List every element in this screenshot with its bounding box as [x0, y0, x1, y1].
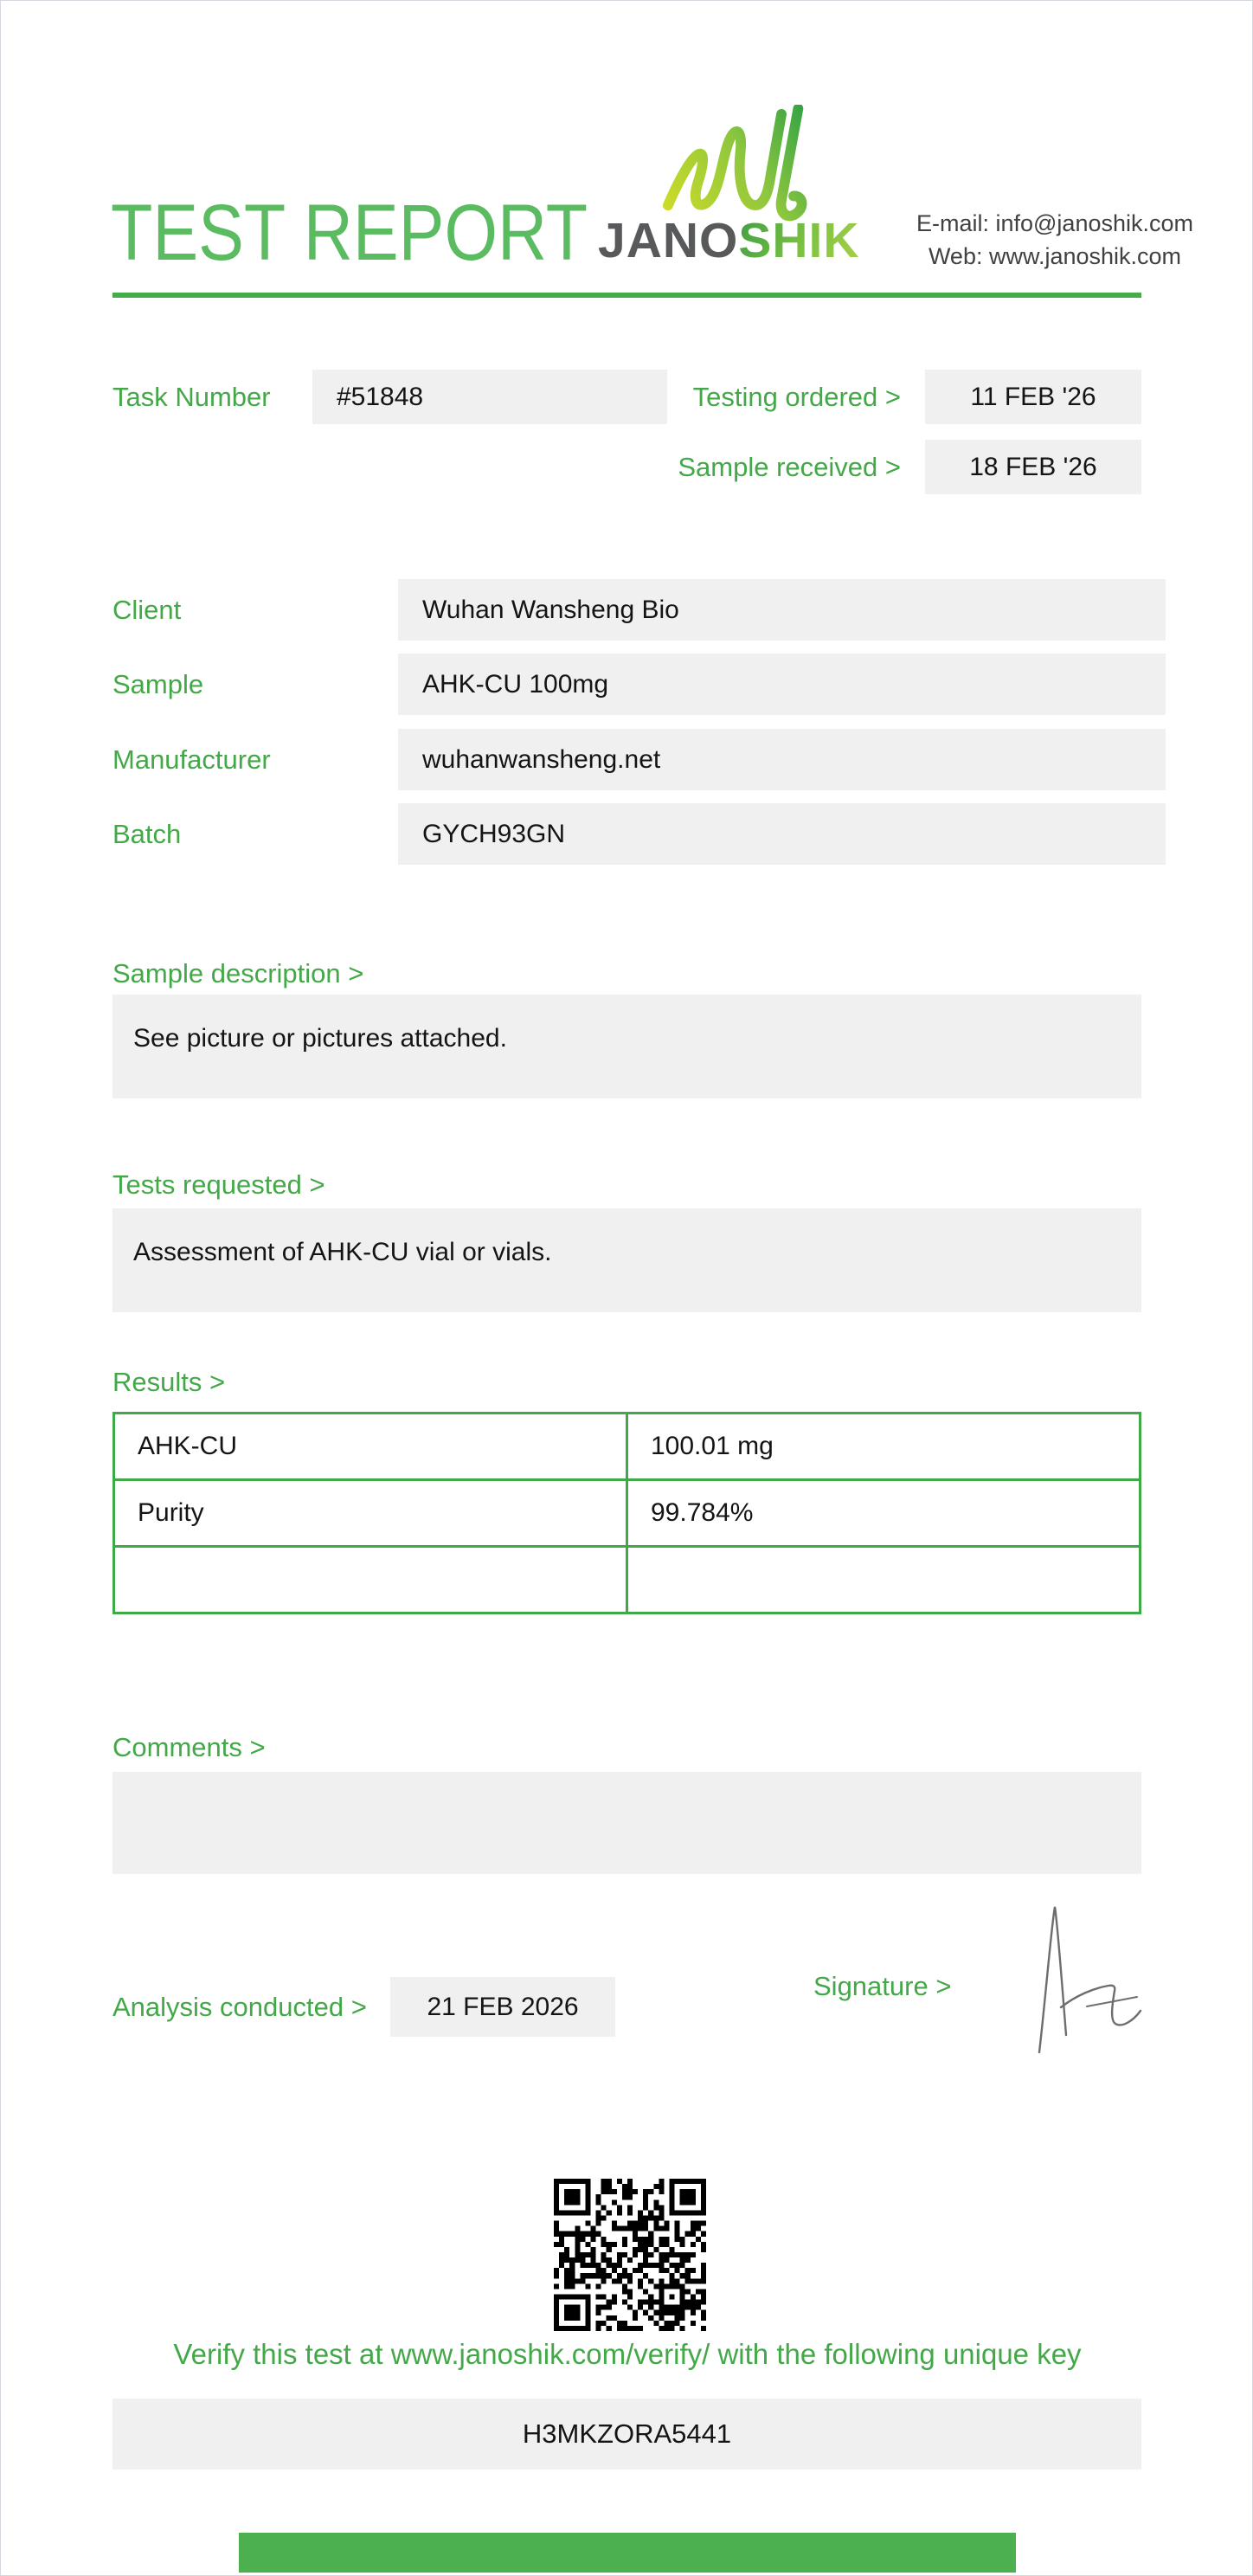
manufacturer-label: Manufacturer — [112, 744, 271, 775]
results-label: Results > — [112, 1367, 226, 1397]
comments-box — [112, 1772, 1141, 1874]
janoshik-logo-mark-icon — [657, 105, 843, 226]
sample-received-label: Sample received > — [678, 452, 901, 482]
signature-image — [1026, 1895, 1143, 2059]
result-name: Purity — [114, 1480, 627, 1547]
page-title: TEST REPORT — [111, 189, 588, 277]
client-value: Wuhan Wansheng Bio — [398, 579, 1166, 641]
table-row — [114, 1480, 1141, 1547]
result-value — [627, 1547, 1141, 1613]
result-name — [114, 1547, 627, 1613]
comments-label: Comments > — [112, 1732, 266, 1762]
client-label: Client — [112, 595, 182, 625]
batch-label: Batch — [112, 819, 182, 849]
task-number-label: Task Number — [112, 382, 271, 412]
comments-text — [112, 1772, 1141, 1801]
table-row — [114, 1414, 1141, 1480]
contact-email: E-mail: info@janoshik.com — [916, 210, 1194, 236]
testing-ordered-label: Testing ordered > — [692, 382, 901, 412]
sample-description-text: See picture or pictures attached. — [133, 1024, 507, 1053]
janoshik-logo-text — [598, 212, 860, 269]
result-value: 100.01 mg — [627, 1414, 1141, 1480]
signature-label: Signature > — [813, 1971, 952, 2001]
analysis-conducted-label: Analysis conducted > — [112, 1992, 367, 2022]
sample-received-value: 18 FEB '26 — [925, 440, 1141, 494]
table-row — [114, 1547, 1141, 1613]
unique-key-value: H3MKZORA5441 — [112, 2399, 1141, 2470]
testing-ordered-value: 11 FEB '26 — [925, 370, 1141, 424]
sample-description-box — [112, 995, 1141, 1098]
logo-part-dark: JANO — [598, 213, 739, 268]
sample-value: AHK-CU 100mg — [398, 654, 1166, 715]
results-table — [112, 1412, 1141, 1614]
contact-info — [890, 207, 1219, 273]
qr-code — [554, 2179, 706, 2331]
manufacturer-value: wuhanwansheng.net — [398, 729, 1166, 790]
task-number-value: #51848 — [312, 370, 667, 424]
header-divider — [112, 293, 1141, 298]
sample-label: Sample — [112, 669, 204, 699]
result-name: AHK-CU — [114, 1414, 627, 1480]
verify-instruction: Verify this test at www.janoshik.com/verify/ with the following unique key — [173, 2338, 1082, 2370]
sample-description-label: Sample description > — [112, 958, 364, 989]
logo-part-green: SHIK — [738, 213, 860, 268]
batch-value: GYCH93GN — [398, 803, 1166, 865]
contact-web: Web: www.janoshik.com — [928, 243, 1182, 269]
tests-requested-box — [112, 1208, 1141, 1312]
tests-requested-text: Assessment of AHK-CU vial or vials. — [133, 1238, 552, 1266]
result-value: 99.784% — [627, 1480, 1141, 1547]
footer-accent-bar — [239, 2533, 1016, 2573]
tests-requested-label: Tests requested > — [112, 1169, 325, 1200]
analysis-date-value: 21 FEB 2026 — [390, 1977, 615, 2037]
